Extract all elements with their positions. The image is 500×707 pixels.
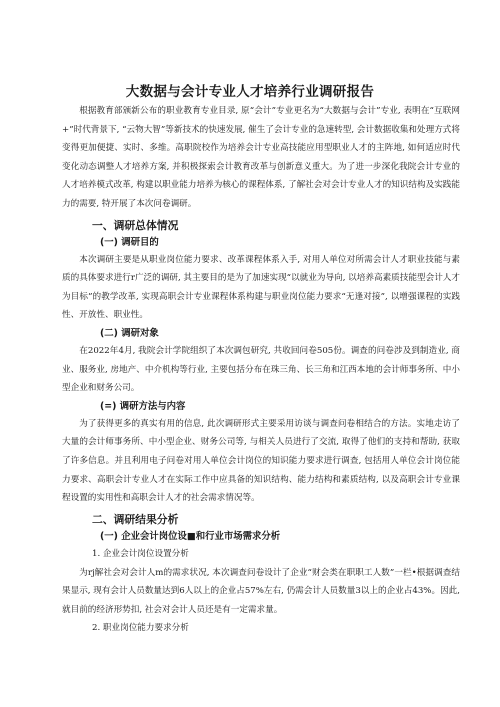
demand-paragraph: 为rj解社会对会计人m的需求状况, 本次调查问卷设计了企业“财会类在职职工人数”一栏•根据调查结果显示, 现有会计人员数量达到6人以上的企业占57%左右, 仍需会计人员数量3以上的企业占43%。因此, 就目前的经济形势扣, 社会对会计人员还是有一定需求量。 — [62, 567, 460, 615]
subsection-heading-purpose: (一) 调研目的 — [100, 236, 159, 248]
numbered-item-1: 1. 企业会计岗位设置分析 — [92, 548, 189, 559]
purpose-paragraph: 本次调研主要是从职业岗位能力要求、改革课程体系入手, 对用人单位对所需会计人才职业技能与素质的具体要求进行r广泛的调研, 其主要目的是为了加速实现“以就业为导向, 以培养高素质技能型会计人才为目标”的教学改革, 实现高职会计专业课程体系构建与职业岗位能力要求“无逢对接”, 以增强课程的实践性、开放性、职业性。 — [62, 254, 460, 321]
subsection-heading-methods: (=) 调研方法与内容 — [100, 400, 186, 412]
numbered-item-2: 2. 职业岗位能力要求分析 — [92, 623, 189, 634]
subsection-heading-subjects: (二) 调研对象 — [100, 327, 159, 339]
document-body — [62, 102, 460, 638]
methods-paragraph: 为了获得更多的真实有用的信息, 此次调研形式主要采用访谈与调查问卷相结合的方法。实地走访了大量的会计师事务所、中小型企业、财务公司等, 与相关人员进行了交流, 取得了他们的支持和帮助, 获取了许多信息。并且利用电子问卷对用人单位会计岗位的知识能力要求进行调查, 包括用人单位会计岗位能力要求、高职会计专业人才在实际工作中应具备的知识结构、能力结构和素质结构, 以及高职会计专业课程设置的实用性和高职会计人才的社会需求情况等。 — [62, 418, 460, 504]
section-heading-overview: 一、调研总体情况 — [92, 218, 179, 232]
document-title: 大数据与会计专业人才培养行业调研报告 — [125, 84, 375, 100]
subsection-heading-demand: (一) 企业会计岗位设■和行业市场需求分析 — [100, 530, 281, 542]
section-heading-analysis: 二、调研结果分析 — [92, 512, 179, 526]
intro-paragraph: 根据教育部颁新公布的职业教育专业目录, 原“会计”专业更名为“大数据与会计”专业, 表明在“互联网+”时代背景下, “云物大智”等新技术的快速发展, 催生了会计专业的急速转型, 会计数据收集和处理方式将变得更加便捷、实时、多维。高职院校作为培养会计专业高技能应用型职业人才的主阵地, 如何适应时代变化动态调整人才培养方案, 并积极探索会计教育改革与创新意义重大。为了进一步深化我院会计专业的人才培养模式改革, 构建以职业能力培养为核心的课程体系, 了解社会对会计专业人才的知识结构及实践能力的需要, 特开展了本次问卷调研。 — [62, 106, 460, 209]
subjects-paragraph: 在2022年4月, 我院会计学院组织了本次调包研究, 共收回问卷505份。调查的问卷涉及到制造业, 商业、服务业, 房地产、中介机构等行业, 主要包括分布在珠三角、长三角和江西本地的会计师事务所、中小型企业和财务公司。 — [62, 345, 460, 394]
